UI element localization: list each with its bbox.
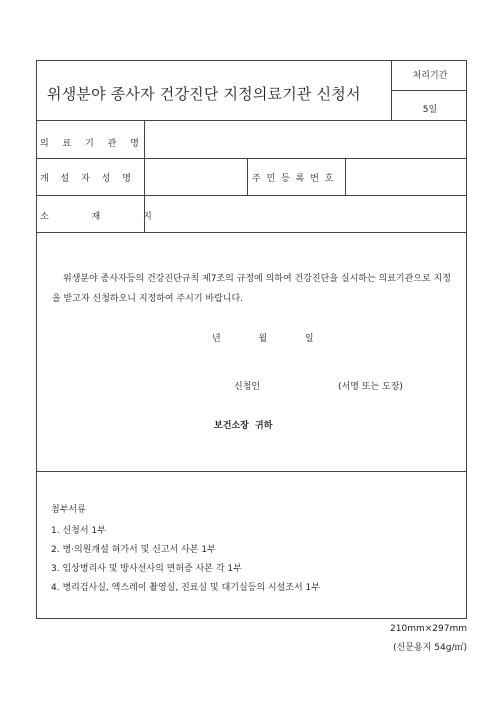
row-divider	[37, 120, 466, 121]
application-form	[36, 60, 467, 619]
location-label: 소 재 지	[40, 212, 152, 222]
application-statement: 위생분야 종사자등의 건강진단규칙 제7조의 규정에 의하여 건강진단을 실시하는 의료기관으로 지정을 받고자 신청하오니 지정하여 주시기 바랍니다.	[52, 274, 451, 304]
date-line	[212, 331, 314, 344]
section-divider	[37, 471, 466, 472]
date-day: 일	[304, 334, 314, 344]
row-divider	[37, 232, 466, 233]
cell-divider	[345, 158, 346, 195]
form-title: 위생분야 종사자 건강진단 지정의료기관 신청서	[47, 85, 361, 103]
paper-size: 210mm×297mm	[390, 624, 467, 634]
attachments-title: 첨부서류	[51, 505, 86, 515]
attachment-item: 3. 임상병리사 및 방사선사의 면허증 사본 각 1부	[51, 564, 242, 574]
signature-label: (서명 또는 도장)	[338, 382, 403, 392]
processing-period-label: 처리기간	[412, 71, 448, 81]
date-month: 월	[258, 334, 268, 344]
row-divider	[37, 195, 466, 196]
attachment-item: 2. 병·의원개설 허가서 및 신고서 사본 1부	[51, 545, 216, 555]
paper-type: (신문용지 54g/㎡)	[393, 643, 467, 653]
cell-divider	[247, 158, 248, 195]
processing-period-value: 5일	[422, 105, 438, 115]
date-year: 년	[212, 334, 221, 344]
medical-institution-label: 의 료 기 관 명	[40, 139, 139, 149]
applicant-label: 신청인	[234, 382, 261, 392]
resident-number-label: 주 민 등 록 번 호	[252, 174, 334, 184]
attachment-item: 4. 병리검사실, 엑스레이 촬영실, 진료실 및 대기실등의 시설조서 1부	[51, 583, 320, 593]
attachment-item: 1. 신청서 1부	[51, 526, 106, 536]
founder-name-label: 개 설 자 성 명	[40, 174, 131, 184]
row-divider	[37, 158, 466, 159]
addressee: 보건소장 귀하	[214, 421, 273, 431]
processing-divider	[391, 90, 466, 91]
